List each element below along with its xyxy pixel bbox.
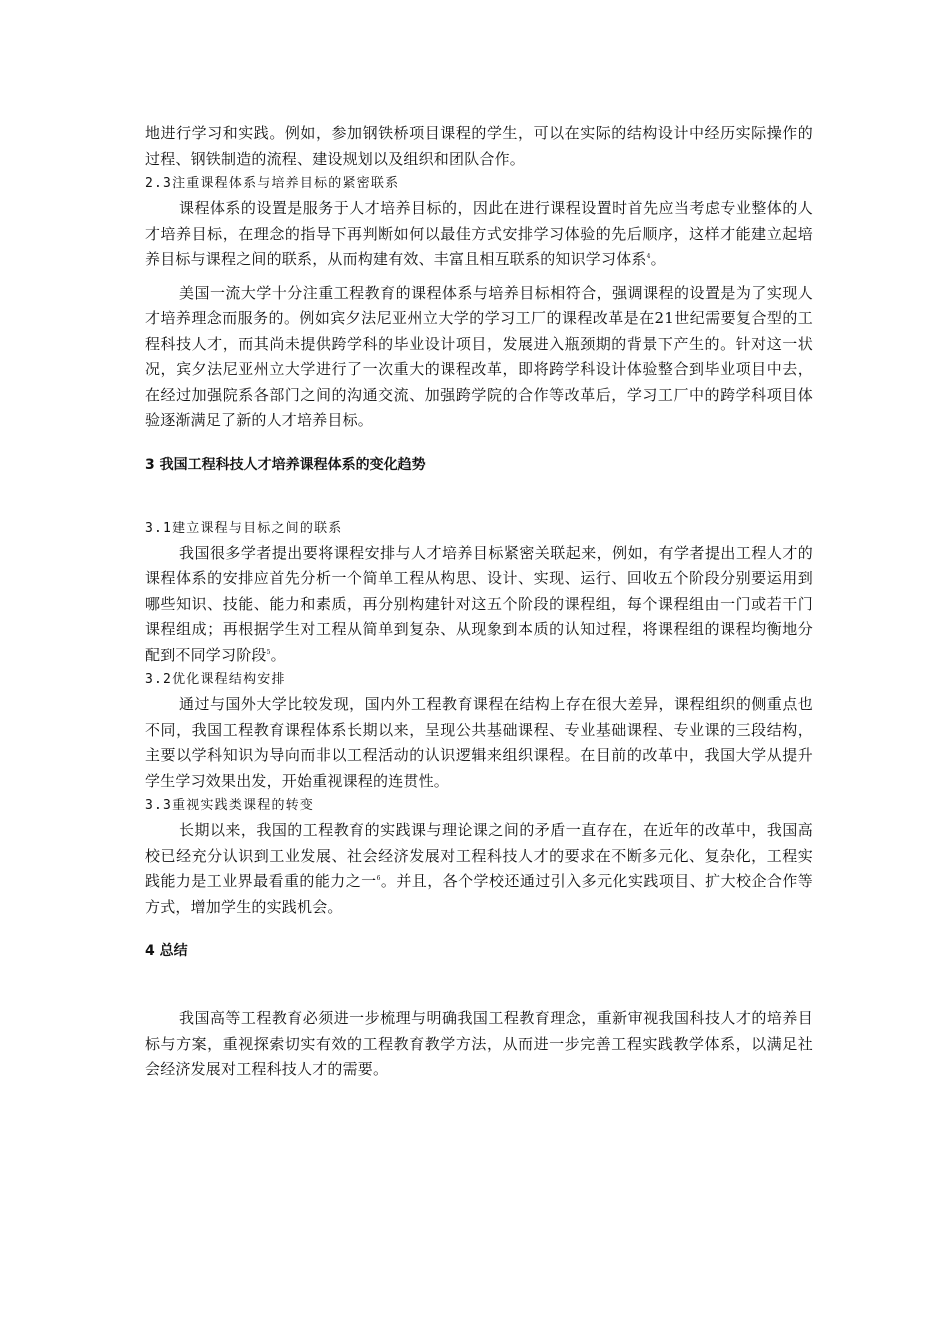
section-2-3-paragraph-2: 美国一流大学十分注重工程教育的课程体系与培养目标相符合，强调课程的设置是为了实现人才培养理念而服务的。例如宾夕法尼亚州立大学的学习工厂的课程改革是在21世纪需要复合型的工程科技人才，而其尚未提供跨学科的毕业设计项目，发展进入瓶颈期的背景下产生的。针对这一状况，宾夕法尼亚州立大学进行了一次重大的课程改革，即将跨学科设计体验整合到毕业项目中去，在经过加强院系各部门之间的沟通交流、加强跨学院的合作等改革后，学习工厂中的跨学科项目体验逐渐满足了新的人才培养目标。: [145, 283, 813, 429]
section-3-2-paragraph: 通过与国外大学比较发现，国内外工程教育课程在结构上存在很大差异，课程组织的侧重点也不同，我国工程教育课程体系长期以来，呈现公共基础课程、专业基础课程、专业课的三段结构，主要以学科知识为导向而非以工程活动的认识逻辑来组织课程。在目前的改革中，我国大学从提升学生学习效果出发，开始重视课程的连贯性。: [145, 695, 813, 790]
section-4-paragraph: 我国高等工程教育必须进一步梳理与明确我国工程教育理念，重新审视我国科技人才的培养目标与方案，重视探索切实有效的工程教育教学方法，从而进一步完善工程实践教学体系，以满足社会经济发展对工程科技人才的需要。: [145, 1009, 813, 1078]
section-3-3-paragraph: [145, 818, 813, 920]
citation-ref: 6: [376, 875, 381, 882]
section-4-heading: 4 总结: [145, 943, 188, 959]
paragraph-end: 。: [650, 250, 666, 268]
section-3-2-heading: 3.2优化课程结构安排: [145, 672, 286, 687]
document-page: [145, 121, 813, 1083]
intro-paragraph: 地进行学习和实践。例如，参加钢铁桥项目课程的学生，可以在实际的结构设计中经历实际操作的过程、钢铁制造的流程、建设规划以及组织和团队合作。: [145, 124, 813, 168]
paragraph-text: 我国很多学者提出要将课程安排与人才培养目标紧密关联起来，例如，有学者提出工程人才的课程体系的安排应首先分析一个简单工程从构思、设计、实现、运行、回收五个阶段分别要运用到哪些知识、技能、能力和素质，再分别构建针对这五个阶段的课程组，每个课程组由一门或若干门课程组成；再根据学生对工程从简单到复杂、从现象到本质的认知过程，将课程组的课程均衡地分配到不同学习阶段: [145, 543, 813, 664]
paragraph-text: 课程体系的设置是服务于人才培养目标的，因此在进行课程设置时首先应当考虑专业整体的人才培养目标，在理念的指导下再判断如何以最佳方式安排学习体验的先后顺序，这样才能建立起培养目标与课程之间的联系，从而构建有效、丰富且相互联系的知识学习体系: [145, 199, 813, 268]
section-3-heading: 3 我国工程科技人才培养课程体系的变化趋势: [145, 456, 426, 473]
section-3-1-heading: 3.1建立课程与目标之间的联系: [145, 520, 343, 536]
section-3-1-paragraph: [145, 541, 813, 669]
paragraph-text: 长期以来，我国的工程教育的实践课与理论课之间的矛盾一直存在，在近年的改革中，我国高校已经充分认识到工业发展、社会经济发展对工程科技人才的要求在不断多元化、复杂化，工程实践能力是工业界最看重的能力之一: [145, 821, 813, 890]
section-2-3-paragraph-1: [145, 196, 813, 273]
paragraph-end: 。: [270, 645, 286, 664]
citation-ref: 5: [266, 648, 271, 656]
section-3-3-heading: 3.3重视实践类课程的转变: [145, 798, 315, 813]
section-2-3-heading: 2.3注重课程体系与培养目标的紧密联系: [145, 176, 400, 191]
citation-ref: 4: [646, 253, 651, 260]
paragraph-end: 。并且，各个学校还通过引入多元化实践项目、扩大校企合作等方式，增加学生的实践机会。: [145, 872, 813, 916]
